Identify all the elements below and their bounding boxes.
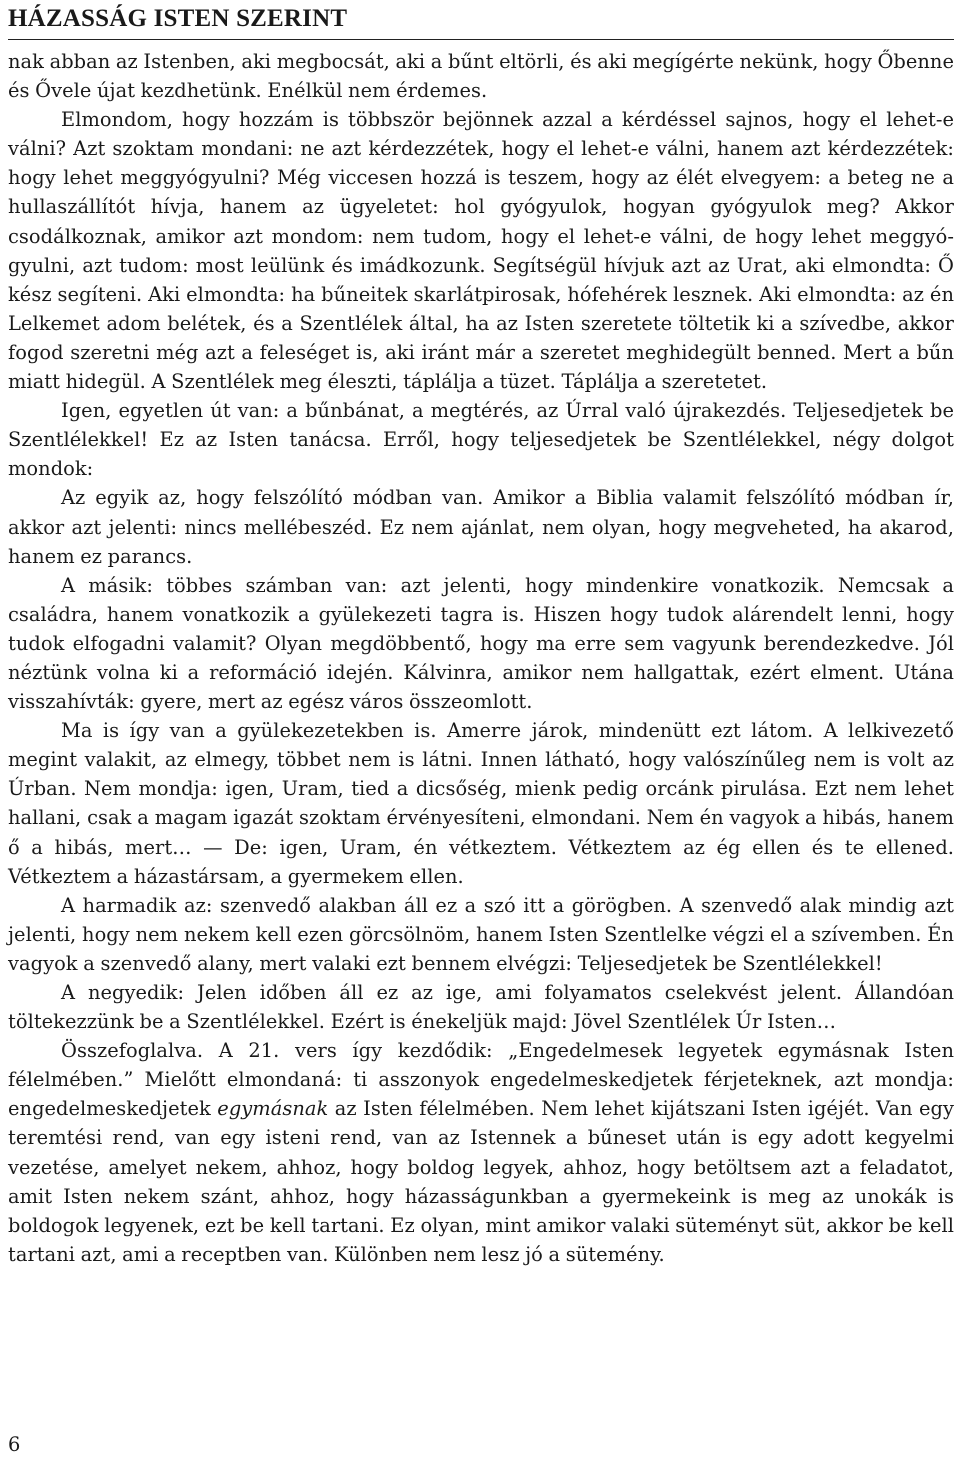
- running-title: HÁZASSÁG ISTEN SZERINT: [8, 5, 348, 32]
- summary-text-start: Összefoglalva. A 21. vers így kezdődik: „Engedelmesek legyetek egymásnak Isten félelmében.” Mielőtt elmondaná: ti asszonyok engedelmeskedjetek férjeteknek, azt mondja: engedelmeskedjetek: [8, 1039, 954, 1121]
- summary-text-end: az Isten félelmében. Nem lehet kijátszani Isten igéjét. Van egy teremtési rend, van egy isteni rend, van az Istennek a bűneset után is egy adott kegyelmi vezetése, amelyet nekem, ahhoz, hogy boldog legyek, ahhoz, hogy betöltsem azt a feladatot, amit Isten nekem szánt, ahhoz, hogy házasságunkban a gyermekeink is meg az unokák is boldogok legyenek, ezt be kell tartani. Ez olyan, mint amikor valaki süteményt süt, akkor be kell tartani azt, ami a receptben van. Különben nem lesz jó a sütemény.: [8, 1097, 954, 1266]
- header-rule: [8, 39, 954, 40]
- page-number: 6: [8, 1433, 21, 1456]
- paragraph: Igen, egyetlen út van: a bűnbánat, a megtérés, az Úrral való újrakezdés. Teljesedjetek be Szentlélekkel! Ez az Isten tanácsa. Erről, hogy teljesedjetek be Szentlélekkel, négy dolgot mondok:: [8, 399, 954, 481]
- paragraph: A harmadik az: szenvedő alakban áll ez a szó itt a görögben. A szenvedő alak mindig azt jelenti, hogy nem nekem kell ezen görcsölnöm, hanem Isten Szentlelke végzi el a szívemben. Én vagyok a szenvedő alany, mert valaki ezt bennem elvégzi: Teljesedjetek be Szentlélekkel!: [8, 893, 954, 975]
- paragraph: A másik: többes számban van: azt jelenti, hogy mindenkire vonatkozik. Nemcsak a családra, hanem vonatkozik a gyülekezeti tagra is. Hiszen hogy tudok alárendelt lenni, hogy tudok elfogadni valamit? Olyan megdöbbentő, hogy ma erre sem vagyunk berendezkedve. Jól néztünk volna ki a reformáció idején. Kálvinra, amikor nem hallgattak, ezért elment. Utána visszahívták: gyere, mert az egész város összeomlott.: [8, 573, 954, 714]
- paragraph: Az egyik az, hogy felszólító módban van. Amikor a Biblia valamit felszólító módban ír, akkor azt jelenti: nincs mellébeszéd. Ez nem ajánlat, nem olyan, hogy megveheted, ha akarod, hanem ez parancs.: [8, 486, 954, 568]
- body-text: [8, 47, 954, 1269]
- paragraph-summary: [8, 1036, 954, 1269]
- paragraph: A negyedik: Jelen időben áll ez az ige, ami folyamatos cselekvést jelent. Állandóan töltekezzünk be a Szentlélekkel. Ezért is énekeljük majd: Jövel Szentlélek Úr Isten…: [8, 981, 954, 1034]
- paragraph-continuation: nak abban az Istenben, aki megbocsát, aki a bűnt eltörli, és aki megígérte nekünk, hogy Őbenne és Ővele újat kezdhetünk. Enélkül nem érdemes.: [8, 50, 954, 103]
- paragraph: Ma is így van a gyülekezetekben is. Amerre járok, mindenütt ezt látom. A lelkivezető megint valakit, az elmegy, többet nem is látni. Innen látható, hogy valószínűleg nem is volt az Úrban. Nem mondja: igen, Uram, tied a dicsőség, mienk pedig orcánk pirulása. Ezt nem lehet hallani, csak a magam igazát szoktam érvényesíteni, elmondani. Nem én vagyok a hibás, hanem ő a hibás, mert… — De: igen, Uram, én vétkeztem. Vétkeztem az ég ellen és te ellened. Vétkeztem a házastársam, a gyermekem ellen.: [8, 719, 954, 888]
- document-page: [8, 0, 954, 1465]
- emphasized-word: egymásnak: [217, 1097, 329, 1121]
- paragraph: Elmondom, hogy hozzám is többször bejönnek azzal a kérdéssel sajnos, hogy el lehet-e válni? Azt szoktam mondani: ne azt kérdezzétek, hogy el lehet-e válni, hanem azt kérdezzétek: hogy lehet meggyógyulni? Még viccesen hozzá is teszem, hogy az élét elvegyem: a beteg ne a hullaszállítót hívja, hanem az ügyeletet: hol gyógyulok, hogyan gyógyulok meg? Akkor csodálkoznak, amikor azt mondom: nem tudom, hogy el lehet-e válni, de hogy lehet meggyó-gyulni, azt tudom: most leülünk és imádkozunk. Segítségül hívjuk azt az Urat, aki elmondta: Ő kész segíteni. Aki elmondta: ha bűneitek skarlátpirosak, hófehérek lesznek. Aki elmondta: az én Lelkemet adom belétek, és a Szentlélek által, ha az Isten szeretete töltetik ki a szívedbe, akkor fogod szeretni még azt a feleséget is, aki iránt már a szeretet meghidegült benned. Mert a bűn miatt hidegül. A Szentlélek meg éleszti, táplálja a tüzet. Táplálja a szeretetet.: [8, 108, 954, 394]
